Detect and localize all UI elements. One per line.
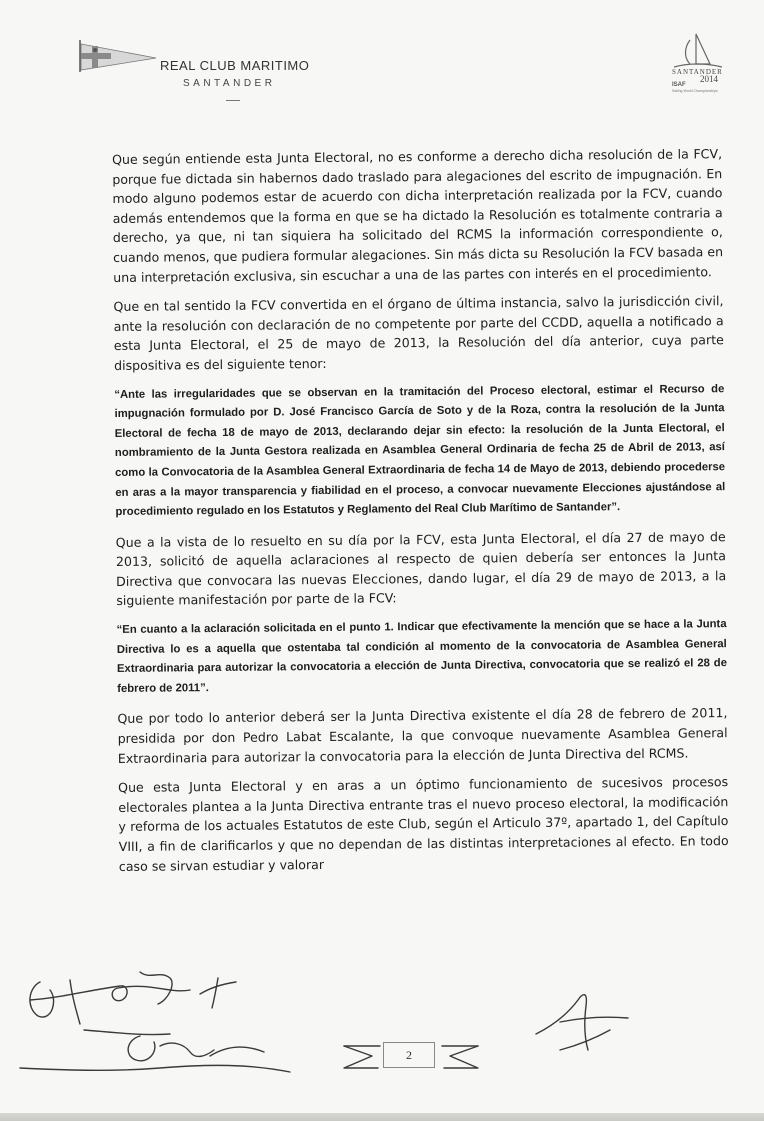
body-paragraph: Que a la vista de lo resuelto en su día por la FCV, esta Junta Electoral, el día 27 de mayo de 2013, solicitó de aquella aclaraciones al respecto de quien debería ser entonces la Junta Directiva que convocara las nuevas Elecciones, dando lugar, el día 29 de mayo de 2013, a la siguiente manifestación por parte de la FCV: [115,528,727,609]
event-city: SANTANDER [672,68,723,76]
event-year: 2014 [700,74,718,84]
body-paragraph: Que por todo lo anterior deberá ser la Junta Directiva existente el día 28 de febrero de 2011, presidida por don Pedro Labat Escalante, la que convoque nuevamente Asamblea General Extraordinaria para autorizar la convocatoria para la elección de Junta Directiva del RCMS. [117,705,728,766]
quoted-resolution: “Ante las irregularidades que se observan en la tramitación del Proceso electoral, estimar el Recurso de impugnación formulado por D. José Francisco García de Soto y de la Roza, contra la resolución de la Junta Electoral de fecha 18 de mayo de 2013, declarando dejar sin efecto: la resolución de la Junta Electoral, el nombramiento de la Junta Gestora realizada en Asamblea General Ordinaria de fecha 25 de Abril de 2013, así como la Convocatoria de la Asamblea General Extraordinaria de fecha 14 de Mayo de 2013, debiendo procederse en aras a la mayor transparencia y fiabilidad en el proceso, a convocar nuevamente Elecciones ajustándose al procedimiento regulado en los Estatutos y Reglamento del Real Club Marítimo de Santander”. [114,382,726,519]
footer [0,960,764,1121]
page-number: 2 [383,1042,435,1068]
letter-body [112,144,729,886]
club-burgee-flag-icon [78,38,158,74]
header-divider [226,100,240,101]
event-subtitle: Sailing World Championships [672,89,718,93]
body-paragraph: Que según entiende esta Junta Electoral, no es conforme a derecho dicha resolución de la FCV, porque fue dictada sin habernos dado traslado para alegaciones del escrito de impugnación. En modo alguno podemos estar de acuerdo con dicha interpretación realizada por la FCV, cuando además entendemos que la forma en que se ha dictado la Resolución es totalmente contraria a derecho, ya que, ni tan siquiera ha solicitado del RCMS la información correspondiente o, cuando menos, que pudiera formular alegaciones. Sin más dicta su Resolución la FCV basada en una interpretación exclusiva, sin escuchar a una de las partes con interés en el procedimiento. [112,146,724,285]
quoted-clarification: “En cuanto a la aclaración solicitada en el punto 1. Indicar que efectivamente la mención que se hace a la Junta Directiva lo es a aquella que ostentaba tal condición al momento de la convocatoria de Asamblea General Extraordinaria para autorizar la convocatoria a elección de Junta Directiva, convocatoria que se realizó el 28 de febrero de 2011”. [116,618,728,695]
letterhead [0,0,764,120]
handwritten-signatures [0,960,764,1121]
scan-edge [0,1113,764,1121]
club-name: REAL CLUB MARITIMO [160,58,310,73]
body-paragraph: Que en tal sentido la FCV convertida en el órgano de última instancia, salvo la jurisdicción civil, ante la resolución con declaración de no competente por parte del CCDD, aquella a notificado a esta Junta Electoral, el 25 de mayo de 2013, la Resolución del día anterior, cuya parte dispositiva es del siguiente tenor: [113,293,724,373]
club-city: SANTANDER [183,78,276,89]
event-org: ISAF [672,82,686,88]
body-paragraph: Que esta Junta Electoral y en aras a un óptimo funcionamiento de sucesivos procesos electorales plantea a la Junta Directiva entrante tras el nuevo proceso electoral, la modificación y reforma de los actuales Estatutos de este Club, según el Articulo 37º, apartado 1, del Capítulo VIII, a fin de clarificarlos y que no dependan de las distintas interpretaciones al efecto. En todo caso se sirvan estudiar y valorar [118,774,729,874]
